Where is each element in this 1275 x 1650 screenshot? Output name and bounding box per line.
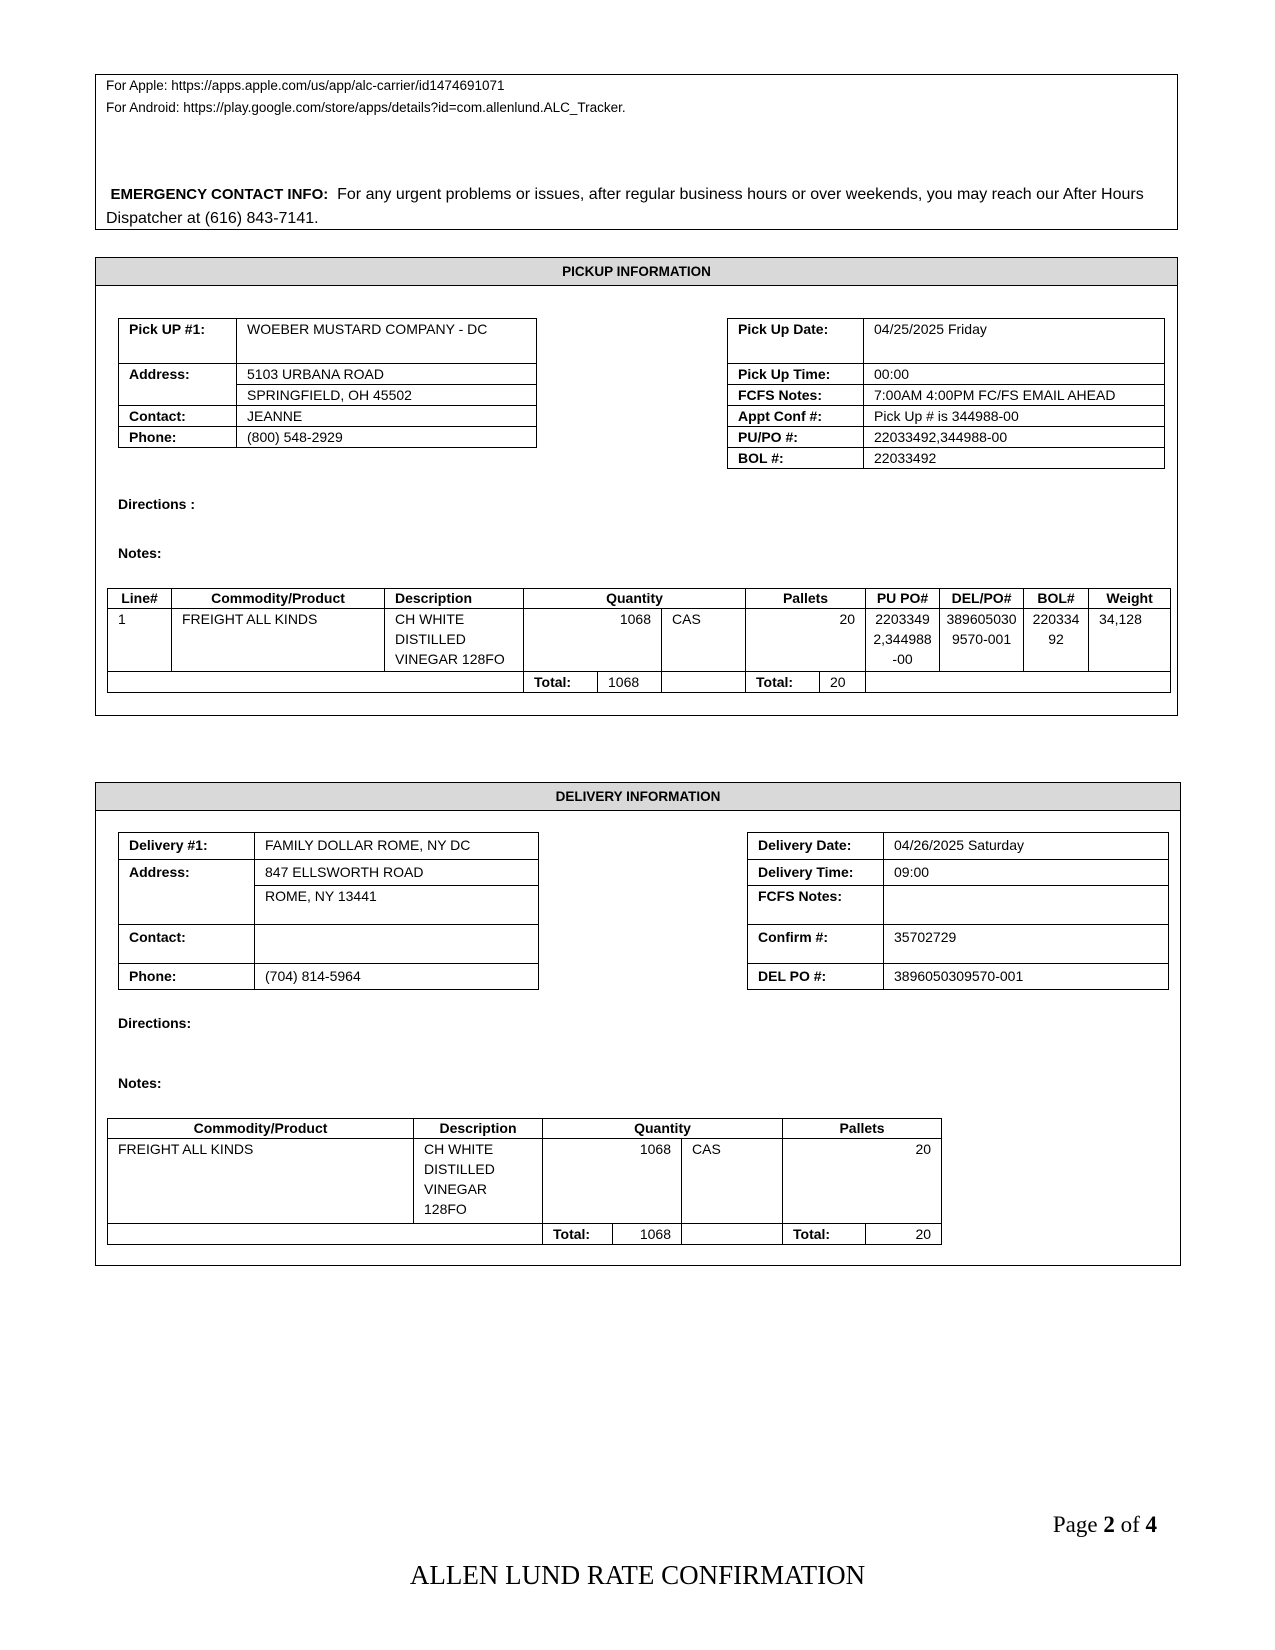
pickup-commodity-table	[107, 588, 1171, 693]
row-qty: 1068	[543, 1139, 682, 1224]
col-line: Line#	[108, 589, 172, 609]
pickup-date-value: 04/25/2025 Friday	[864, 319, 1165, 364]
page-prefix: Page	[1052, 1512, 1104, 1537]
confirm-label: Confirm #:	[748, 925, 884, 964]
total-pallets: 20	[820, 672, 866, 693]
table-row	[108, 609, 1171, 672]
fcfs-value: 7:00AM 4:00PM FC/FS EMAIL AHEAD	[864, 385, 1165, 406]
delivery-date-label: Delivery Date:	[748, 833, 884, 860]
delivery-section	[95, 782, 1181, 1266]
bol-label: BOL #:	[728, 448, 864, 469]
col-commodity: Commodity/Product	[108, 1119, 414, 1139]
row-commodity: FREIGHT ALL KINDS	[108, 1139, 414, 1224]
col-delpo: DEL/PO#	[940, 589, 1024, 609]
pickup-notes-label: Notes:	[118, 545, 162, 561]
address-label: Address:	[119, 364, 237, 385]
col-quantity: Quantity	[543, 1119, 783, 1139]
col-description: Description	[414, 1119, 543, 1139]
pickup-value: WOEBER MUSTARD COMPANY - DC	[237, 319, 537, 364]
col-weight: Weight	[1089, 589, 1171, 609]
address-line1: 847 ELLSWORTH ROAD	[255, 860, 539, 886]
pupo-value: 22033492,344988-00	[864, 427, 1165, 448]
android-link[interactable]: For Android: https://play.google.com/store/apps/details?id=com.allenlund.ALC_Tracker.	[106, 100, 626, 115]
row-commodity: FREIGHT ALL KINDS	[172, 609, 385, 672]
row-pupo: 22033492,344988-00	[866, 609, 940, 672]
col-bol: BOL#	[1024, 589, 1089, 609]
delivery-time-label: Delivery Time:	[748, 860, 884, 886]
page-current: 2	[1103, 1512, 1115, 1537]
phone-value: (704) 814-5964	[255, 964, 539, 990]
table-row	[108, 1139, 942, 1224]
pickup-label: Pick UP #1:	[119, 319, 237, 364]
appt-value: Pick Up # is 344988-00	[864, 406, 1165, 427]
pickup-date-label: Pick Up Date:	[728, 319, 864, 364]
pickup-directions-label: Directions :	[118, 496, 196, 512]
address-label: Address:	[119, 860, 255, 886]
pickup-right-table	[727, 318, 1165, 469]
row-unit: CAS	[662, 609, 746, 672]
total-qty: 1068	[613, 1224, 682, 1245]
delivery-label: Delivery #1:	[119, 833, 255, 860]
delivery-right-table	[747, 832, 1169, 990]
row-unit: CAS	[682, 1139, 783, 1224]
row-weight: 34,128	[1089, 609, 1171, 672]
apple-link[interactable]: For Apple: https://apps.apple.com/us/app/alc-carrier/id1474691071	[106, 78, 505, 93]
total-pallets-label: Total:	[783, 1224, 866, 1245]
delpo-label: DEL PO #:	[748, 964, 884, 990]
pickup-time-label: Pick Up Time:	[728, 364, 864, 385]
total-pallets-label: Total:	[746, 672, 820, 693]
address-line2: ROME, NY 13441	[255, 886, 539, 925]
fcfs-value	[884, 886, 1169, 925]
phone-value: (800) 548-2929	[237, 427, 537, 448]
col-description: Description	[385, 589, 524, 609]
row-delpo: 3896050309570-001	[940, 609, 1024, 672]
row-line: 1	[108, 609, 172, 672]
fcfs-label: FCFS Notes:	[728, 385, 864, 406]
delivery-notes-label: Notes:	[118, 1075, 162, 1091]
row-description: CH WHITE DISTILLED VINEGAR 128FO	[385, 609, 524, 672]
phone-label: Phone:	[119, 964, 255, 990]
pickup-left-table	[118, 318, 537, 448]
row-qty: 1068	[524, 609, 662, 672]
delivery-directions-label: Directions:	[118, 1015, 192, 1031]
total-qty: 1068	[598, 672, 662, 693]
pickup-time-value: 00:00	[864, 364, 1165, 385]
app-links-box	[95, 74, 1178, 230]
delivery-header: DELIVERY INFORMATION	[96, 783, 1180, 811]
page-total: 4	[1145, 1512, 1157, 1537]
page-of: of	[1114, 1512, 1146, 1537]
col-commodity: Commodity/Product	[172, 589, 385, 609]
contact-value	[255, 925, 539, 964]
document-footer-title: ALLEN LUND RATE CONFIRMATION	[409, 1560, 866, 1590]
row-bol: 22033492	[1024, 609, 1089, 672]
page-number	[1053, 1512, 1157, 1538]
total-qty-label: Total:	[543, 1224, 613, 1245]
confirm-value: 35702729	[884, 925, 1169, 964]
pupo-label: PU/PO #:	[728, 427, 864, 448]
address-line2: SPRINGFIELD, OH 45502	[237, 385, 537, 406]
col-pallets: Pallets	[783, 1119, 942, 1139]
bol-value: 22033492	[864, 448, 1165, 469]
delivery-left-table	[118, 832, 539, 990]
contact-value: JEANNE	[237, 406, 537, 427]
phone-label: Phone:	[119, 427, 237, 448]
emergency-contact-info	[106, 183, 1166, 231]
row-pallets: 20	[783, 1139, 942, 1224]
pickup-header: PICKUP INFORMATION	[96, 258, 1177, 286]
address-line1: 5103 URBANA ROAD	[237, 364, 537, 385]
delivery-value: FAMILY DOLLAR ROME, NY DC	[255, 833, 539, 860]
col-pupo: PU PO#	[866, 589, 940, 609]
fcfs-label: FCFS Notes:	[748, 886, 884, 925]
total-qty-label: Total:	[524, 672, 598, 693]
contact-label: Contact:	[119, 925, 255, 964]
delivery-commodity-table	[107, 1118, 942, 1245]
delivery-time-value: 09:00	[884, 860, 1169, 886]
total-pallets: 20	[866, 1224, 942, 1245]
row-description: CH WHITE DISTILLED VINEGAR 128FO	[414, 1139, 543, 1224]
delpo-value: 3896050309570-001	[884, 964, 1169, 990]
delivery-date-value: 04/26/2025 Saturday	[884, 833, 1169, 860]
contact-label: Contact:	[119, 406, 237, 427]
appt-label: Appt Conf #:	[728, 406, 864, 427]
row-pallets: 20	[746, 609, 866, 672]
pickup-section	[95, 257, 1178, 716]
col-pallets: Pallets	[746, 589, 866, 609]
emergency-text: For any urgent problems or issues, after regular business hours or over weekends, you may reach our After Hours Dispatcher at (616) 843-7141.	[106, 186, 1144, 227]
col-quantity: Quantity	[524, 589, 746, 609]
emergency-label: EMERGENCY CONTACT INFO:	[110, 186, 329, 203]
